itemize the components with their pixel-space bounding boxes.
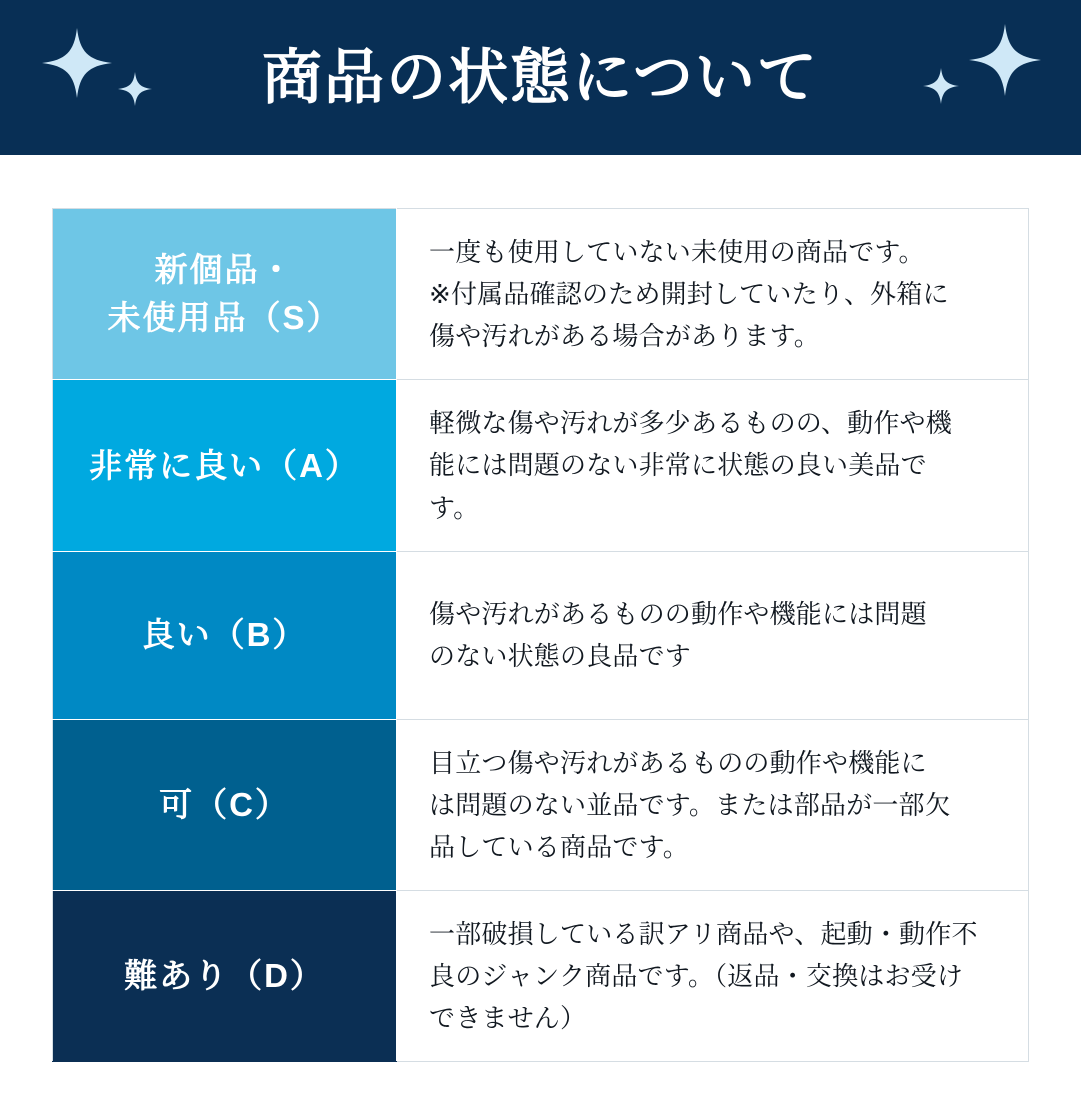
table-row (53, 209, 1029, 380)
description-c-line3: 品している商品です。 (429, 831, 689, 862)
sparkle-small-left-icon (118, 72, 152, 106)
sparkle-small-right-icon (923, 68, 959, 104)
description-d-line3: できません） (429, 1003, 587, 1034)
description-s-line1: 一度も使用していない未使用の商品です。 (429, 237, 925, 267)
description-c-line1: 目立つ傷や汚れがあるものの動作や機能に (429, 747, 927, 778)
description-d (397, 890, 1029, 1061)
description-d-line2: 良のジャンク商品です。（返品・交換はお受け (429, 961, 964, 992)
description-a-line3: す。 (429, 492, 480, 523)
sparkle-large-left-icon (42, 28, 112, 98)
description-d-line1: 一部破損している訳アリ商品や、起動・動作不 (429, 918, 978, 949)
description-s-line2: ※付属品確認のため開封していたり、外箱に (429, 279, 949, 310)
grade-label-c (53, 719, 397, 890)
description-s-line3: 傷や汚れがある場合があります。 (429, 321, 820, 352)
condition-table (52, 208, 1029, 1062)
grade-label-s-line1: 新個品・ (154, 251, 295, 289)
table-row (53, 380, 1029, 551)
description-a-line1: 軽微な傷や汚れが多少あるものの、動作や機 (429, 408, 952, 439)
grade-label-b-line1: 良い（B） (141, 616, 308, 654)
page-header (0, 0, 1081, 155)
grade-label-b (53, 551, 397, 719)
description-c-line2: は問題のない並品です。または部品が一部欠 (429, 789, 951, 820)
grade-label-s-line2: 未使用品（S） (107, 299, 342, 337)
grade-label-d-line1: 難あり（D） (124, 957, 325, 995)
page-title: 商品の状態について (262, 43, 819, 111)
sparkle-large-right-icon (969, 24, 1041, 96)
description-b-line1: 傷や汚れがあるものの動作や機能には問題 (429, 599, 927, 630)
table-row (53, 719, 1029, 890)
description-s (397, 209, 1029, 380)
description-b-line2: のない状態の良品です (429, 641, 692, 672)
description-b (397, 551, 1029, 719)
condition-table-wrapper (0, 155, 1081, 1112)
grade-label-a-line1: 非常に良い（A） (89, 446, 360, 484)
description-a-line2: 能には問題のない非常に状態の良い美品で (429, 450, 927, 481)
grade-label-a (53, 380, 397, 551)
table-row (53, 890, 1029, 1061)
description-c (397, 719, 1029, 890)
grade-label-d (53, 890, 397, 1061)
grade-label-s (53, 209, 397, 380)
grade-label-c-line1: 可（C） (159, 785, 290, 823)
description-a (397, 380, 1029, 551)
table-row (53, 551, 1029, 719)
